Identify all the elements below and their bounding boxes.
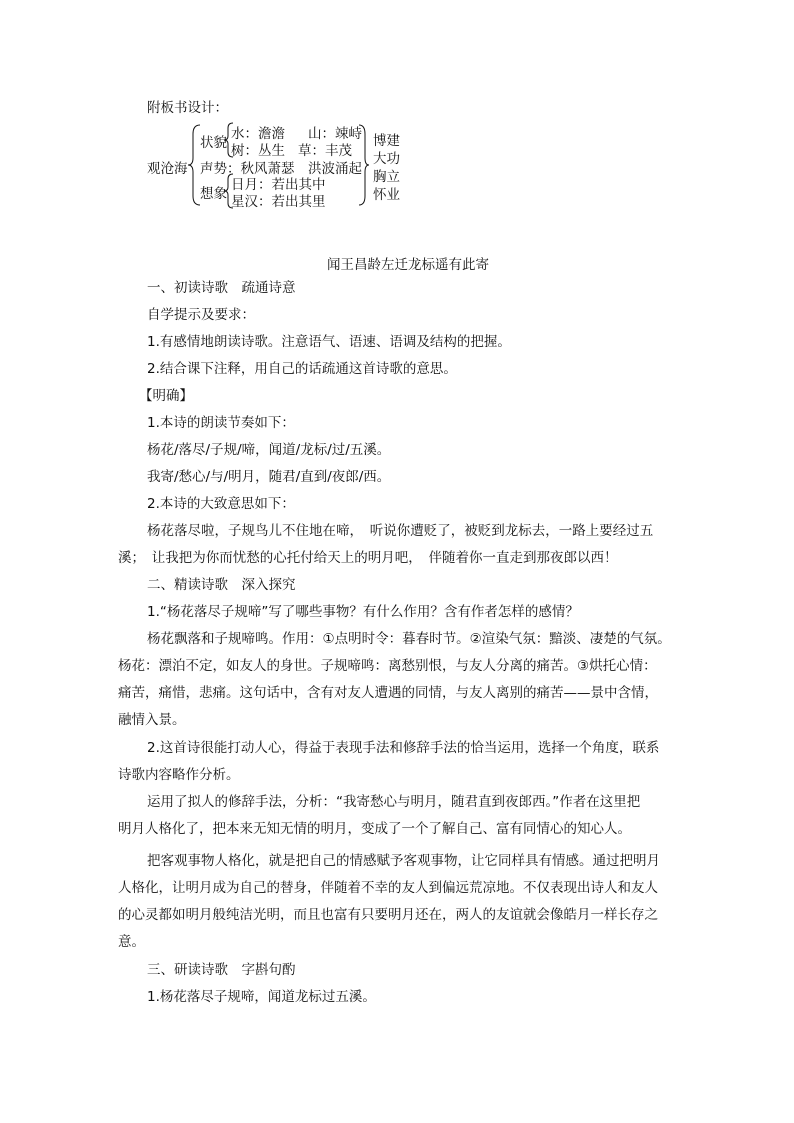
rhythm-line: 我寄/愁心/与/明月，随君/直到/夜郎/西。 (147, 469, 391, 485)
paragraph: 明月人格化了，把本来无知无情的明月，变成了一个了解自己、富有同情心的知心人。 (118, 821, 631, 837)
paragraph: 2.本诗的大致意思如下： (147, 496, 295, 512)
paragraph: 杨花飘落和子规啼鸣。作用：①点明时令：暮春时节。②渲染气氛：黯淡、凄楚的气氛。 (147, 631, 671, 647)
shengshi-text: 声势：秋风萧瑟 洪波涌起 (200, 161, 362, 177)
shu-text: 树：丛生 (231, 143, 285, 159)
paragraph: 把客观事物人格化，就是把自己的情感赋予客观事物，让它同样具有情感。通过把明月 (147, 853, 660, 869)
shui-text: 水：澹澹 (231, 126, 285, 142)
question: 诗歌内容略作分析。 (118, 767, 240, 783)
xinghan-text: 星汉：若出其里 (231, 194, 326, 210)
paragraph: 杨花：漂泊不定，如友人的身世。子规啼鸣：离愁别恨，与友人分离的痛苦。③烘托心情： (118, 658, 657, 674)
lesson-title: 闻王昌龄左迁龙标遥有此寄 (327, 257, 489, 273)
riyue-text: 日月：若出其中 (231, 177, 326, 193)
section-heading: 一、初读诗歌 疏通诗意 (147, 280, 296, 296)
cao-text: 草：丰茂 (298, 143, 352, 159)
paragraph: 自学提示及要求： (147, 307, 255, 323)
board-summary (373, 132, 400, 204)
question: 1.杨花落尽子规啼，闻道龙标过五溪。 (147, 989, 376, 1005)
paragraph: 意。 (118, 934, 145, 950)
paragraph: 杨花落尽啦，子规鸟儿不住地在啼， 听说你遭贬了，被贬到龙标去，一路上要经过五 (147, 523, 654, 539)
board-heading: 附板书设计： (147, 100, 228, 116)
summary-brace (358, 124, 370, 206)
paragraph: 融情入景。 (118, 712, 186, 728)
summary-line: 博建 (373, 133, 400, 149)
board-root-label: 观沧海 (147, 161, 188, 177)
question: 2.这首诗很能打动人心，得益于表现手法和修辞手法的恰当运用，选择一个角度，联系 (147, 740, 660, 756)
clarify-label: 【明确】 (139, 388, 193, 404)
section-heading: 二、精读诗歌 深入探究 (147, 577, 296, 593)
question: 1.“杨花落尽子规啼”写了哪些事物？有什么作用？含有作者怎样的感情？ (147, 604, 579, 620)
paragraph: 运用了拟人的修辞手法，分析：“我寄愁心与明月，随君直到夜郎西。”作者在这里把 (147, 794, 641, 810)
paragraph: 2.结合课下注释，用自己的话疏通这首诗歌的意思。 (147, 361, 457, 377)
rhythm-line: 杨花/落尽/子规/啼，闻道/龙标/过/五溪。 (147, 442, 391, 458)
paragraph: 1.有感情地朗读诗歌。注意语气、语速、语调及结构的把握。 (147, 334, 511, 350)
branch-xiangxiang: 想象 (200, 186, 227, 202)
summary-line: 怀业 (373, 187, 400, 203)
section-heading: 三、研读诗歌 字斟句酌 (147, 962, 296, 978)
paragraph: 溪； 让我把为你而忧愁的心托付给天上的明月吧， 伴随着你一直走到那夜郎以西！ (118, 550, 618, 566)
paragraph: 1.本诗的朗读节奏如下： (147, 415, 295, 431)
paragraph: 痛苦，痛惜，悲痛。这句话中，含有对友人遭遇的同情，与友人离别的痛苦——景中含情， (118, 685, 658, 701)
branch-zhuangmao: 状貌 (200, 135, 227, 151)
paragraph: 的心灵都如明月般纯洁光明，而且也富有只要明月还在，两人的友谊就会像皓月一样长存之 (118, 907, 658, 923)
summary-line: 胸立 (373, 169, 400, 185)
summary-line: 大功 (373, 151, 400, 167)
shan-text: 山：竦峙 (308, 126, 362, 142)
paragraph: 人格化，让明月成为自己的替身，伴随着不幸的友人到偏远荒凉地。不仅表现出诗人和友人 (118, 880, 658, 896)
